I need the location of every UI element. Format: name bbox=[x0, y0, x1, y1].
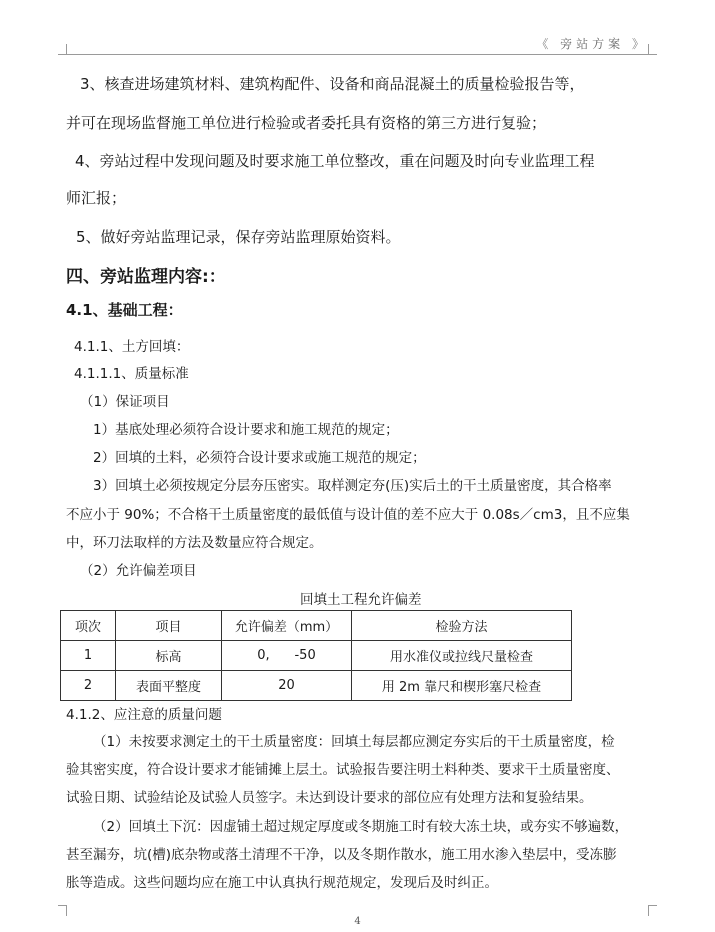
paragraph-4-line-2: 师汇报； bbox=[66, 189, 127, 207]
section-heading: 四、旁站监理内容:： bbox=[66, 267, 226, 287]
corner-mark-bottom-right bbox=[648, 905, 657, 916]
guarantee-item-3-line-3: 中，环刀法取样的方法及数量应符合规定。 bbox=[66, 535, 323, 551]
table-cell: 2 bbox=[61, 671, 116, 701]
guarantee-item-2: 2）回填的土料，必须符合设计要求或施工规范的规定； bbox=[93, 450, 426, 466]
page-header: 《 旁站方案 》 bbox=[66, 35, 648, 55]
paragraph-3-line-1: 3、核查进场建筑材料、建筑构配件、设备和商品混凝土的质量检验报告等， bbox=[80, 75, 585, 93]
guarantee-items-title: （1）保证项目 bbox=[80, 394, 170, 410]
issue-2-line-2: 甚至漏夯，坑(槽)底杂物或落土清理不干净，以及冬期作散水，施工用水渗入垫层中，受冻膨 bbox=[66, 847, 617, 863]
deviation-table bbox=[60, 610, 572, 701]
paragraph-4-line-1: 4、旁站过程中发现问题及时要求施工单位整改，重在问题及时向专业监理工程 bbox=[75, 152, 595, 170]
paragraph-3-line-2: 并可在现场监督施工单位进行检验或者委托具有资格的第三方进行复验； bbox=[66, 114, 547, 132]
quality-issues-title: 4.1.2、应注意的质量问题 bbox=[66, 707, 222, 723]
item-4-1-1: 4.1.1、土方回填： bbox=[74, 339, 190, 355]
table-cell: 20 bbox=[222, 671, 352, 701]
issue-1-line-3: 试验日期、试验结论及试验人员签字。未达到设计要求的部位应有处理方法和复验结果。 bbox=[66, 790, 593, 806]
table-header-cell: 项次 bbox=[61, 611, 116, 641]
table-row bbox=[61, 641, 572, 671]
table-cell: 0, -50 bbox=[222, 641, 352, 671]
issue-1-line-2: 验其密实度，符合设计要求才能铺摊上层土。试验报告要注明土料种类、要求干土质量密度、 bbox=[66, 762, 620, 778]
table-header-row bbox=[61, 611, 572, 641]
table-cell: 表面平整度 bbox=[116, 671, 222, 701]
table-header-cell: 检验方法 bbox=[352, 611, 572, 641]
corner-mark-bottom-left bbox=[58, 905, 67, 916]
issue-2-line-1: （2）回填土下沉：因虚铺土超过规定厚度或冬期施工时有较大冻土块，或夯实不够遍数， bbox=[93, 819, 629, 835]
table-caption: 回填土工程允许偏差 bbox=[300, 592, 422, 608]
table-header-cell: 允许偏差（mm） bbox=[222, 611, 352, 641]
paragraph-5: 5、做好旁站监理记录，保存旁站监理原始资料。 bbox=[76, 228, 401, 246]
table-header-cell: 项目 bbox=[116, 611, 222, 641]
page-number: 4 bbox=[354, 916, 361, 927]
table-cell: 用水准仪或拉线尺量检查 bbox=[352, 641, 572, 671]
item-4-1-1-1: 4.1.1.1、质量标准 bbox=[74, 366, 189, 382]
subsection-heading: 4.1、基础工程： bbox=[66, 301, 183, 319]
guarantee-item-1: 1）基底处理必须符合设计要求和施工规范的规定； bbox=[93, 422, 399, 438]
issue-2-line-3: 胀等造成。这些问题均应在施工中认真执行规范规定，发现后及时纠正。 bbox=[66, 875, 498, 891]
table-row bbox=[61, 671, 572, 701]
allowed-deviation-title: （2）允许偏差项目 bbox=[80, 563, 197, 579]
guarantee-item-3-line-2: 不应小于 90%；不合格干土质量密度的最低值与设计值的差不应大于 0.08s／cm3，且不应集 bbox=[66, 507, 630, 523]
table-cell: 1 bbox=[61, 641, 116, 671]
corner-mark-top-right bbox=[648, 44, 657, 55]
issue-1-line-1: （1）未按要求测定土的干土质量密度：回填土每层都应测定夯实后的干土质量密度，检 bbox=[93, 734, 615, 750]
guarantee-item-3-line-1: 3）回填土必须按规定分层夯压密实。取样测定夯(压)实后土的干土质量密度，其合格率 bbox=[93, 478, 612, 494]
table-cell: 用 2m 靠尺和楔形塞尺检查 bbox=[352, 671, 572, 701]
table-cell: 标高 bbox=[116, 641, 222, 671]
